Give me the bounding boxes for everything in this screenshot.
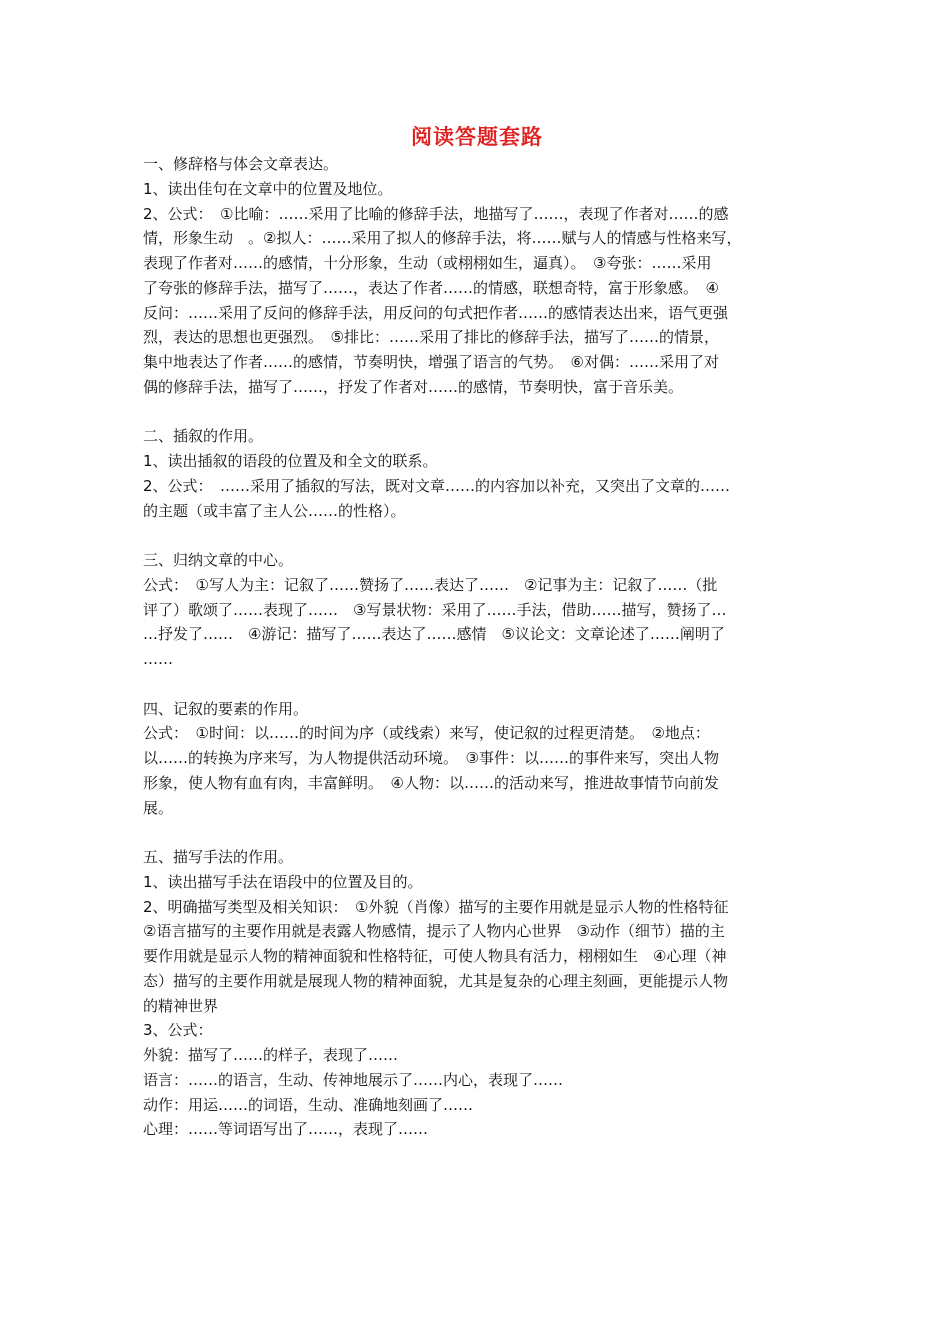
text-line: 偶的修辞手法，描写了……，抒发了作者对……的感情，节奏明快，富于音乐美。 [143,377,684,396]
blank-line [143,820,811,845]
text-line: 要作用就是显示人物的精神面貌和性格特征，可使人物具有活力，栩栩如生 ④心理（神 [143,947,727,965]
blank-line [143,400,811,425]
text-line: 1、读出佳句在文章中的位置及地位。 [143,179,393,198]
text-line: 动作：用运……的词语，生动、准确地刻画了…… [143,1095,474,1114]
text-line: …… [143,650,173,668]
section-description-techniques [143,845,811,1142]
text-line: 2、公式： ……采用了插叙的写法，既对文章……的内容加以补充，又突出了文章的…… [143,476,731,495]
section-rhetoric [143,152,811,400]
text-line: 态）描写的主要作用就是展现人物的精神面貌，尤其是复杂的心理主刻画，更能提示人物 [143,971,729,990]
text-line: 1、读出插叙的语段的位置及和全文的联系。 [143,452,438,470]
text-line: 情，形象生动 。②拟人：……采用了拟人的修辞手法，将……赋与人的情感与性格来写， [143,229,742,248]
text-line: ②语言描写的主要作用就是表露人物感情，提示了人物内心世界 ③动作（细节）描的主 [143,922,725,941]
text-line: 反问：……采用了反问的修辞手法，用反问的句式把作者……的感情表达出来，语气更强 [143,303,729,322]
section-heading: 三、归纳文章的中心。 [143,551,294,569]
document-title: 阅读答题套路 [411,125,543,149]
text-line: 了夸张的修辞手法，描写了……，表达了作者……的情感，联想奇特，富于形象感。 ④ [143,278,719,297]
text-line: 1、读出描写手法在语段中的位置及目的。 [143,872,423,891]
blank-line [143,523,811,548]
text-line: 2、明确描写类型及相关知识： ①外貌（肖像）描写的主要作用就是显示人物的性格特征 [143,897,729,916]
section-central-idea [143,548,811,672]
section-narrative-elements [143,697,811,821]
text-line: 烈，表达的思想也更强烈。 ⑤排比：……采用了排比的修辞手法，描写了……的情景， [143,328,719,347]
text-line: 的精神世界 [143,996,219,1015]
section-heading: 四、记叙的要素的作用。 [143,699,309,718]
text-line: 表现了作者对……的感情，十分形象，生动（或栩栩如生，逼真）。 ③夸张：……采用 [143,254,712,272]
section-flashback [143,424,811,523]
text-line: 心理：……等词语写出了……，表现了…… [143,1120,429,1139]
text-line: 以……的转换为序来写，为人物提供活动环境。 ③事件：以……的事件来写，突出人物 [143,749,719,767]
text-line: 的主题（或丰富了主人公……的性格）。 [143,501,406,520]
text-line: 集中地表达了作者……的感情，节奏明快，增强了语言的气势。 ⑥对偶：……采用了对 [143,353,719,371]
text-line: 形象，使人物有血有肉，丰富鲜明。 ④人物：以……的活动来写，推进故事情节向前发 [143,773,719,792]
text-line: 公式： ①写人为主：记叙了……赞扬了……表达了…… ②记事为主：记叙了……（批 [143,575,718,594]
text-line: 外貌：描写了……的样子，表现了…… [143,1046,399,1064]
text-line: 公式： ①时间：以……的时间为序（或线索）来写，使记叙的过程更清楚。 ②地点： [143,724,710,743]
text-line: 展。 [143,798,174,817]
document-page [143,122,811,1142]
text-line: …抒发了…… ④游记：描写了……表达了……感情 ⑤议论文：文章论述了……阐明了 [143,625,725,644]
blank-line [143,672,811,697]
text-line: 3、公式： [143,1021,213,1040]
section-heading: 二、插叙的作用。 [143,427,264,446]
section-heading: 一、修辞格与体会文章表达。 [143,155,339,173]
text-line: 语言：……的语言，生动、传神地展示了……内心，表现了…… [143,1070,564,1089]
text-line: 评了）歌颂了……表现了…… ③写景状物：采用了……手法，借助……描写，赞扬了… [143,600,727,619]
text-line: 2、公式： ①比喻：……采用了比喻的修辞手法，地描写了……，表现了作者对……的感 [143,204,729,223]
section-heading: 五、描写手法的作用。 [143,848,294,866]
